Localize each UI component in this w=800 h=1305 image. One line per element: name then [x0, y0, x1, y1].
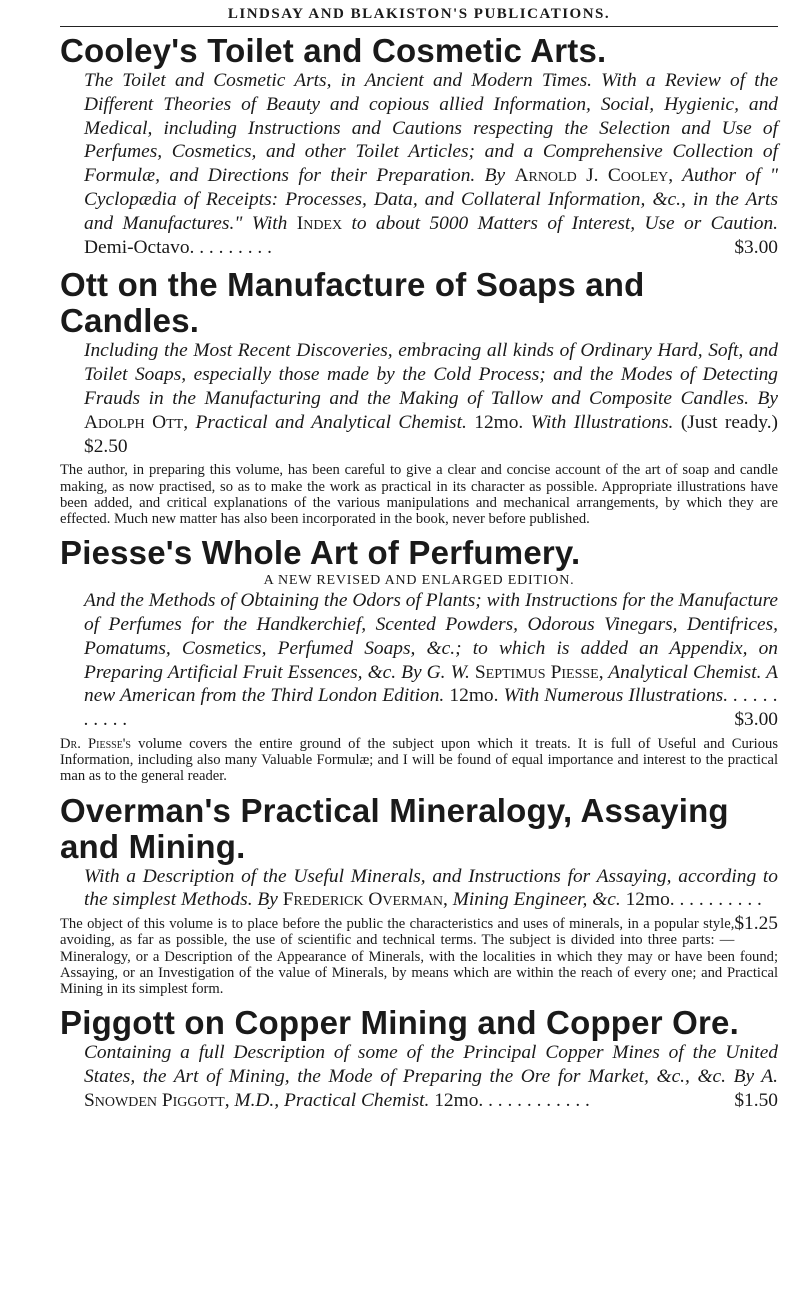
entry-author: Snowden Piggott,: [84, 1089, 230, 1111]
entry-title: Piggott on Copper Mining and Copper Ore.: [60, 1004, 739, 1042]
entry-author: Frederick Overman,: [282, 889, 448, 911]
entry-author: Arnold J. Cooley,: [514, 165, 674, 187]
entry-author: Adolph Ott,: [84, 411, 189, 433]
entry-title: Ott on the Manufacture of Soaps and Candles.: [60, 266, 645, 340]
entry-desc-text: The Toilet and Cosmetic Arts, in Ancient and Modern Times. With a Review of the Different Theories of Beauty and copious allied Information, Social, Hygienic, and Medical, including Instructions and Cautions respecting the Selection and Use of Perfumes, Cosmetics, and other Toilet Articles; and a Comprehensive Collection of Formulæ, and Directions for their Preparation. By: [84, 70, 778, 187]
entry-price: $1.25: [734, 913, 778, 935]
entry-price: $1.50: [734, 1089, 778, 1111]
entry-desc-text: Author of " Cyclopædia of Receipts: Processes, Data, and Collateral Information, &c., in the Arts and Manufactures." With: [84, 165, 778, 234]
entry-piesse: [60, 535, 778, 784]
entry-desc-text: With a Description of the Useful Minerals, and Instructions for Assaying, according to the simplest Methods. By: [84, 865, 778, 911]
entry-price: $2.50: [84, 435, 128, 457]
entry-piggott: [60, 1005, 778, 1112]
entry-status: (Just ready.): [680, 411, 779, 433]
entry-description: [84, 1041, 778, 1112]
entry-description: [84, 589, 778, 732]
entry-desc-text: Including the Most Recent Discoveries, embracing all kinds of Ordinary Hard, Soft, and Toilet Soaps, especially those made by the Cold Process; and the Modes of Detecting Frauds in the Manufacturing and the Making of Tallow and Composite Candles. By: [84, 340, 778, 409]
entry-desc-text: And the Methods of Obtaining the Odors of Plants; with Instructions for the Manufacture of Perfumes for the Handkerchief, Scented Powders, Odorous Vinegars, Dentifrices, Pomatums, Cosmetics, Perfumed Soaps, &c.; to which is added an Appendix, on Preparing Artificial Fruit Essences, &c. By G. W.: [84, 590, 778, 683]
entry-author: Septimus Piesse,: [474, 661, 604, 683]
entry-note: [60, 736, 778, 785]
entry-description: [84, 865, 778, 935]
entry-note: The author, in preparing this volume, has been careful to give a clear and concise account of the art of soap and candle making, as now practised, so as to make the work as practical in its character as possible. Appropriate illustrations have been added, and critical explanations of the various manipulations and mechanical arrangements, by which they are effected. Much new matter has also been incorporated in the book, never before published.: [60, 462, 778, 527]
entry-index-word: Index: [296, 212, 343, 234]
entry-desc-text: Mining Engineer, &c.: [447, 889, 626, 911]
entry-note: The object of this volume is to place before the public the characteristics and uses of minerals, in a popular style, avoiding, as far as possible, the use of scientific and technical terms. The subject is divided into three parts: — Mineralogy, or a Description of the Appearance of Minerals, with the localities in which they may or have been found; Assaying, or an Investigation of the value of Minerals, by means which are within the reach of every one; and Practical Mining in its simplest form.: [60, 916, 778, 997]
running-head: LINDSAY AND BLAKISTON'S PUBLICATIONS.: [227, 6, 611, 22]
entry-desc-text: With Numerous Illustrations. . . . . . . . . . .: [84, 685, 778, 731]
entry-desc-text: Practical and Analytical Chemist.: [188, 411, 475, 433]
entry-format: Demi-Octavo. . . . . . . . .: [84, 236, 272, 258]
entry-desc-text: Containing a full Description of some of the Principal Copper Mines of the United States, the Art of Mining, the Mode of Preparing the Ore for Market, &c., &c. By A.: [84, 1042, 778, 1087]
note-text: volume covers the entire ground of the subject upon which it treats. It is full of Useful and Curious Information, including also many Valuable Formulæ; and I will be found of equal importance and interest to the practical man as to the general reader.: [60, 735, 778, 785]
note-lead: Dr. Piesse's: [60, 735, 131, 752]
entry-title: Overman's Practical Mineralogy, Assaying and Mining.: [60, 791, 729, 865]
entry-title: Piesse's Whole Art of Perfumery.: [60, 534, 581, 572]
entry-desc-text: With Illustrations.: [523, 411, 681, 433]
entry-format: 12mo. . . . . . . . . .: [625, 889, 762, 911]
entry-desc-text: to about 5000 Matters of Interest, Use or Caution.: [342, 212, 778, 234]
entry-format: 12mo. . . . . . . . . . . .: [434, 1089, 590, 1111]
entry-description: [84, 339, 778, 458]
entry-description: [84, 69, 778, 259]
entry-price: $3.00: [734, 236, 778, 258]
entry-desc-text: M.D., Practical Chemist.: [229, 1089, 435, 1111]
header-rule: [60, 26, 778, 27]
entry-title: Cooley's Toilet and Cosmetic Arts.: [60, 32, 607, 69]
entry-price: $3.00: [734, 709, 778, 731]
entry-format: 12mo.: [474, 411, 524, 433]
entry-cooley: [60, 33, 778, 259]
entry-ott: [60, 267, 778, 527]
entry-desc-text: Analytical Chemist. A new American from the Third London Edition.: [84, 661, 779, 707]
entry-format: 12mo.: [449, 685, 499, 707]
edition-subhead: A NEW REVISED AND ENLARGED EDITION.: [263, 573, 575, 589]
entry-overman: [60, 793, 778, 998]
